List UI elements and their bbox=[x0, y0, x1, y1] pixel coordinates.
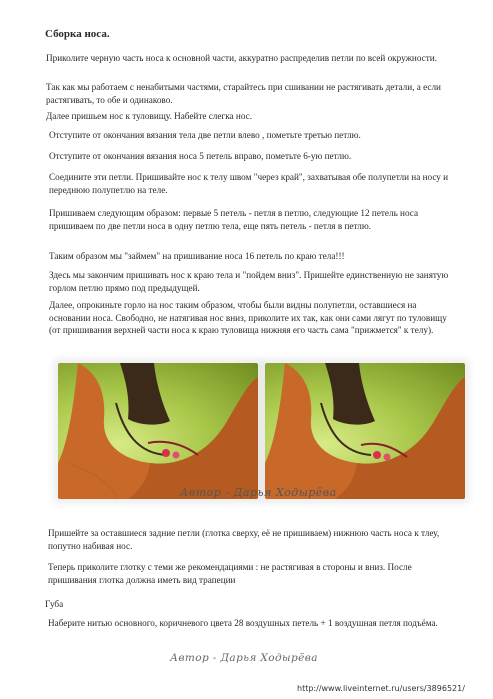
author-signature: Автор - Дарья Ходырёва bbox=[170, 652, 318, 664]
photo-illustration bbox=[58, 363, 258, 499]
paragraph: Приколите черную часть носа к основной части, аккуратно распределив петли по всей окружности. bbox=[46, 53, 437, 63]
photo-watermark: Автор - Дарья Ходырёва bbox=[180, 486, 337, 499]
paragraph: Наберите нитью основного, коричневого цвета 28 воздушных петель + 1 воздушная петля подъёма. bbox=[48, 618, 438, 628]
photo-illustration bbox=[265, 363, 465, 499]
section-heading: Сборка носа. bbox=[45, 28, 110, 40]
paragraph: Теперь приколите глотку с теми же рекомендациями : не растягивая в стороны и вниз. После пришивания глотка должна иметь вид трапеции bbox=[48, 562, 412, 585]
paragraph: Соедините эти петли. Пришивайте нос к телу швом "через край", захватывая обе полупетли на носу и переднюю полупетлю на теле. bbox=[49, 172, 449, 195]
paragraph: Таким образом мы "займем" на пришивание носа 16 петель по краю тела!!! bbox=[49, 251, 345, 261]
source-url: http://www.liveinternet.ru/users/3896521/ bbox=[297, 684, 465, 693]
paragraph: Здесь мы закончим пришивать нос к краю тела и "пойдем вниз". Пришейте единственную не занятую горлом петлю прямо под предыдущей. bbox=[49, 270, 449, 293]
crochet-photo-right bbox=[265, 363, 465, 499]
paragraph: Отступите от окончания вязания тела две петли влево , пометьте третью петлю. bbox=[49, 130, 361, 140]
paragraph: Губа bbox=[45, 599, 64, 609]
paragraph: Так как мы работаем с ненабитыми частями, старайтесь при сшивании не растягивать детали, а если растягивать, то обе и одинаково. bbox=[46, 82, 441, 105]
paragraph: Отступите от окончания вязания носа 5 петель вправо, пометьте 6-ую петлю. bbox=[49, 151, 352, 161]
crochet-photo-left bbox=[58, 363, 258, 499]
paragraph: Далее пришьем нос к туловищу. Набейте слегка нос. bbox=[46, 111, 253, 121]
paragraph: Пришиваем следующим образом: первые 5 петель - петля в петлю, следующие 12 петель носа пришиваем по две петли носа в одну петлю тела, еще пять петель - петля в петлю. bbox=[49, 208, 419, 231]
paragraph: Пришейте за оставшиеся задние петли (глотка сверху, её не пришиваем) нижнюю часть носа к тлеу, попутно набивая нос. bbox=[48, 528, 440, 551]
paragraph: Далее, опрокиньте горло на нос таким образом, чтобы были видны полупетли, оставшиеся на основании носа. Свободно, не натягивая нос вниз, приколите их так, как они сами лягут по туловищу (от пришивания верхней части носа к краю туловища нижняя его часть сама "прижмется" к телу). bbox=[49, 300, 447, 335]
